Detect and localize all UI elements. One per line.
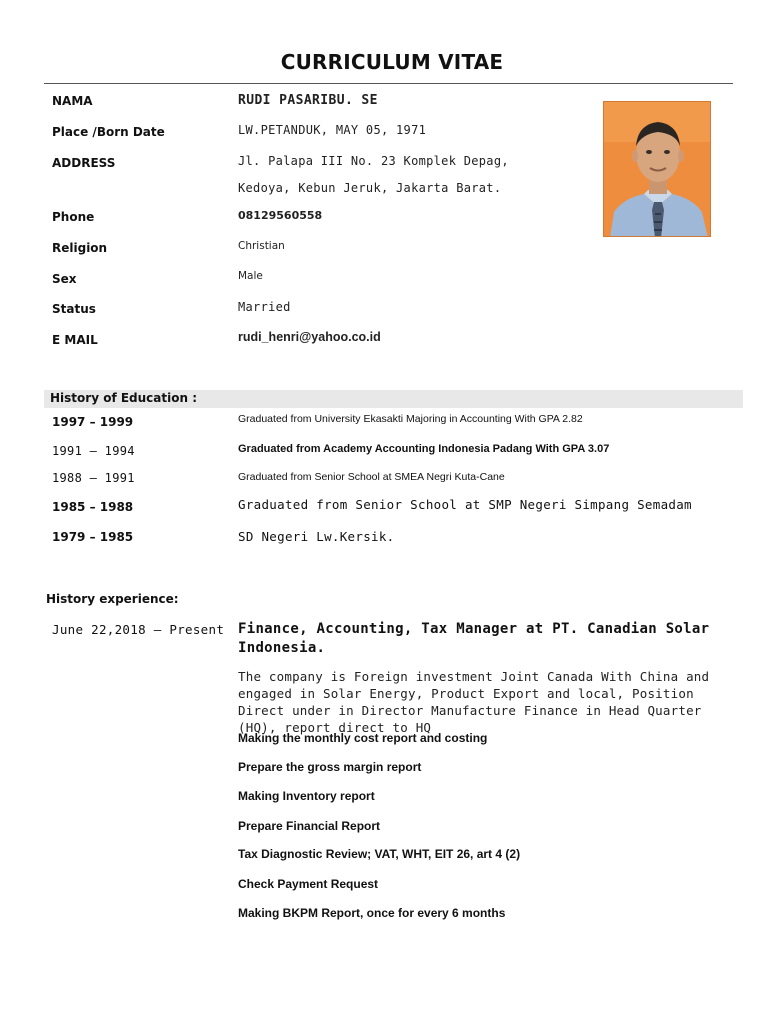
- experience-date: June 22,2018 – Present: [52, 622, 225, 637]
- duty-item: Making BKPM Report, once for every 6 months: [238, 906, 506, 920]
- duty-item: Prepare the gross margin report: [238, 760, 422, 774]
- duty-item: Check Payment Request: [238, 877, 379, 891]
- label-place-born-date: Place /Born Date: [52, 125, 165, 139]
- value-place-born-date: LW.PETANDUK, MAY 05, 1971: [238, 123, 427, 137]
- label-status: Status: [52, 302, 96, 316]
- value-status: Married: [238, 300, 291, 314]
- duty-item: Making the monthly cost report and costing: [238, 731, 488, 745]
- label-sex: Sex: [52, 272, 77, 286]
- duty-item: Making Inventory report: [238, 789, 375, 803]
- value-address-line2: Kedoya, Kebun Jeruk, Jakarta Barat.: [238, 181, 502, 195]
- experience-description: The company is Foreign investment Joint Canada With China and engaged in Solar Energy, Product Export and local, Position Direct under in Director Manufacture Finance in Head Quarter (HQ), report direct to HQ: [238, 669, 710, 735]
- label-nama: NAMA: [52, 94, 93, 108]
- document-title: CURRICULUM VITAE: [280, 50, 504, 74]
- label-phone: Phone: [52, 210, 95, 224]
- value-religion: Christian: [238, 240, 285, 252]
- duty-item: Prepare Financial Report: [238, 819, 381, 833]
- education-description: Graduated from University Ekasakti Majoring in Accounting With GPA 2.82: [238, 413, 583, 425]
- education-description: SD Negeri Lw.Kersik.: [238, 529, 395, 544]
- title-divider: [44, 83, 733, 84]
- education-description: Graduated from Senior School at SMEA Negri Kuta-Cane: [238, 471, 505, 483]
- value-phone: 08129560558: [238, 209, 323, 222]
- value-sex: Male: [238, 270, 263, 282]
- education-years: 1991 – 1994: [52, 444, 135, 458]
- education-years: 1979 – 1985: [52, 530, 134, 544]
- value-nama: RUDI PASARIBU. SE: [238, 93, 378, 108]
- label-address: ADDRESS: [52, 156, 116, 170]
- experience-position: Finance, Accounting, Tax Manager at PT. Canadian Solar Indonesia.: [238, 621, 710, 656]
- education-years: 1997 – 1999: [52, 415, 134, 429]
- education-description: Graduated from Senior School at SMP Negeri Simpang Semadam: [238, 497, 692, 512]
- education-years: 1985 – 1988: [52, 500, 134, 514]
- education-years: 1988 – 1991: [52, 471, 135, 485]
- portrait-photo-icon: [604, 102, 711, 237]
- label-email: E MAIL: [52, 333, 98, 347]
- education-section-title: History of Education :: [50, 391, 197, 405]
- value-email: rudi_henri@yahoo.co.id: [238, 330, 381, 344]
- education-description: Graduated from Academy Accounting Indonesia Padang With GPA 3.07: [238, 443, 610, 455]
- value-address-line1: Jl. Palapa III No. 23 Komplek Depag,: [238, 154, 509, 168]
- duty-item: Tax Diagnostic Review; VAT, WHT, EIT 26, art 4 (2): [238, 847, 521, 861]
- experience-section-title: History experience:: [46, 592, 179, 606]
- portrait-photo: [603, 101, 711, 237]
- label-religion: Religion: [52, 241, 108, 255]
